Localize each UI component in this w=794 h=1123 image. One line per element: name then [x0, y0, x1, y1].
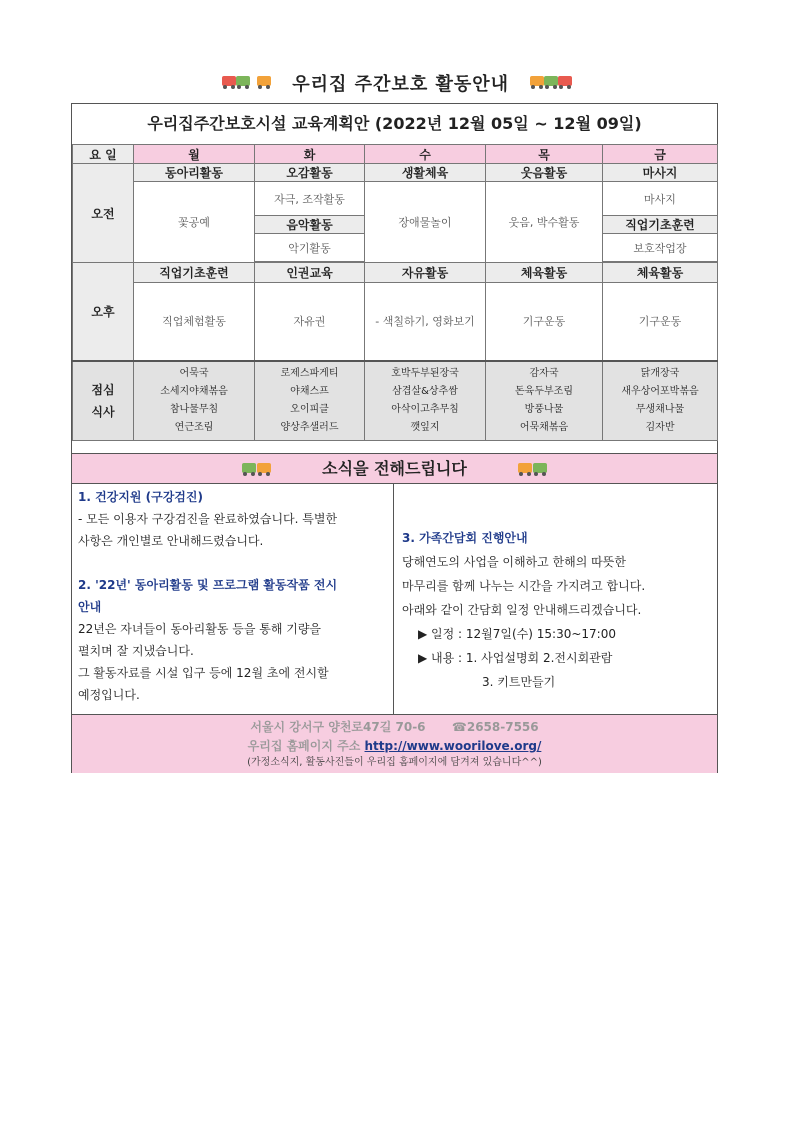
news-item-title: 안내 — [78, 600, 102, 614]
meeting-content: ▶ 내용 : 1. 사업설명회 2.전시회관람 — [418, 651, 613, 665]
news-header — [72, 453, 717, 484]
day-header: 목 — [486, 145, 603, 164]
train-icon — [257, 73, 271, 94]
activity-content: 악기활동 — [255, 234, 365, 262]
homepage-label: 우리집 홈페이지 주소 — [247, 739, 361, 753]
afternoon-label: 오후 — [73, 263, 134, 361]
activity-content: 자극, 조작활동 — [255, 182, 365, 216]
plan-document — [71, 103, 718, 773]
activity-content: 자유권 — [255, 283, 365, 361]
activity-content: 기구운동 — [486, 283, 603, 361]
meeting-schedule: ▶ 일정 : 12월7일(수) 15:30~17:00 — [418, 627, 616, 641]
train-icon — [222, 73, 250, 94]
news-item-title: 1. 건강지원 (구강검진) — [78, 490, 203, 504]
news-text: 예정입니다. — [78, 688, 140, 702]
day-header: 금 — [603, 145, 718, 164]
news-item-title: 2. '22년' 동아리활동 및 프로그램 활동작품 전시 — [78, 578, 338, 592]
meeting-content: 3. 키트만들기 — [482, 675, 556, 689]
plan-title: 우리집주간보호시설 교육계획안 (2022년 12월 05일 ~ 12월 09일) — [72, 104, 717, 145]
phone: ☎2658-7556 — [451, 720, 539, 734]
activity-title: 직업기초훈련 — [134, 263, 255, 283]
news-left-column — [72, 484, 394, 714]
lunch-menu: 로제스파게티 야채스프 오이피클 양상추샐러드 — [255, 361, 365, 441]
activity-content: 꽃공예 — [134, 182, 255, 263]
footer — [72, 714, 717, 773]
lunch-menu: 닭개장국 새우상어포박볶음 무생채나물 김자반 — [603, 361, 718, 441]
activity-content: 기구운동 — [603, 283, 718, 361]
lunch-menu: 어묵국 소세지야채볶음 참나물무침 연근조림 — [134, 361, 255, 441]
activity-title: 생활체육 — [365, 164, 486, 182]
activity-content: 웃음, 박수활동 — [486, 182, 603, 263]
news-text: 사항은 개인별로 안내해드렸습니다. — [78, 534, 264, 548]
lunch-menu: 감자국 돈육두부조림 방풍나물 어묵채볶음 — [486, 361, 603, 441]
news-title: 소식을 전해드립니다 — [322, 459, 467, 478]
train-icon — [530, 73, 572, 94]
lunch-label: 점심 식사 — [73, 361, 134, 441]
activity-title: 체육활동 — [603, 263, 718, 283]
news-text: 아래와 같이 간담회 일정 안내해드리겠습니다. — [402, 603, 642, 617]
activity-content: - 색칠하기, 영화보기 — [365, 283, 486, 361]
day-header: 화 — [255, 145, 365, 164]
news-text: 당해연도의 사업을 이해하고 한해의 따뜻한 — [402, 555, 626, 569]
footer-note: (가정소식지, 활동사진들이 우리집 홈페이지에 담겨져 있습니다^^) — [247, 757, 542, 768]
schedule-table — [72, 144, 718, 441]
page-header — [0, 70, 794, 96]
news-right-column — [394, 484, 717, 714]
news-text: - 모든 이용자 구강검진을 완료하였습니다. 특별한 — [78, 512, 338, 526]
news-text: 펼치며 잘 지냈습니다. — [78, 644, 194, 658]
activity-content: 보호작업장 — [603, 234, 718, 262]
page-title: 우리집 주간보호 활동안내 — [292, 74, 510, 95]
news-item-title: 3. 가족간담회 진행안내 — [402, 531, 528, 545]
news-text: 그 활동자료를 시설 입구 등에 12월 초에 전시할 — [78, 666, 329, 680]
activity-title: 체육활동 — [486, 263, 603, 283]
day-row — [73, 145, 718, 164]
activity-title: 자유활동 — [365, 263, 486, 283]
day-header: 월 — [134, 145, 255, 164]
activity-content: 장애물놀이 — [365, 182, 486, 263]
train-icon — [518, 463, 547, 476]
homepage-link[interactable]: http://www.woorilove.org/ — [364, 739, 542, 753]
morning-label: 오전 — [73, 164, 134, 263]
day-label: 요 일 — [73, 145, 134, 164]
activity-title: 음악활동 — [255, 216, 365, 234]
activity-title: 웃음활동 — [486, 164, 603, 182]
news-text: 마무리를 함께 나누는 시간을 가지려고 합니다. — [402, 579, 646, 593]
activity-title: 인권교육 — [255, 263, 365, 283]
news-text: 22년은 자녀들이 동아리활동 등을 통해 기량을 — [78, 622, 321, 636]
train-icon — [242, 463, 271, 476]
lunch-menu: 호박두부된장국 삼겹살&상추쌈 아삭이고추무침 깻잎지 — [365, 361, 486, 441]
activity-content: 마사지 — [603, 182, 718, 216]
activity-title: 마사지 — [603, 164, 718, 182]
activity-title: 오감활동 — [255, 164, 365, 182]
activity-title: 직업기초훈련 — [603, 216, 718, 234]
address: 서울시 강서구 양천로47길 70-6 — [250, 720, 426, 734]
day-header: 수 — [365, 145, 486, 164]
activity-content: 직업체험활동 — [134, 283, 255, 361]
activity-title: 동아리활동 — [134, 164, 255, 182]
